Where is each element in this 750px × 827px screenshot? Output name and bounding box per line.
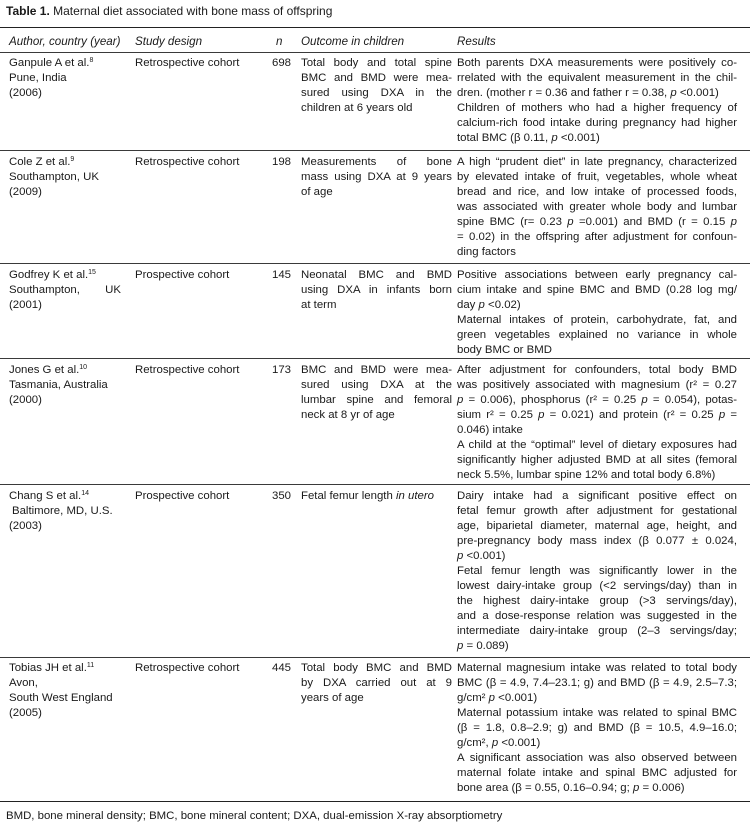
results-cell: Dairy intake had a significant positive effect on fetal femur growth after adjustment for gestational age, biparietal diameter, maternal age, height, and pre-pregnancy body mass index (β 0.077 ± 0.024, p <0.001) Fetal femur length was significantly lower in the lowest dairy-intake group (<2 servings/day) than in the highest dairy-intake group (>3 servings/day), and a dose-response relation was suggested in the intermediate dairy-intake group (2–3 servings/day; p = 0.089) bbox=[457, 490, 737, 652]
reference-number: 10 bbox=[79, 364, 88, 371]
table-footnote: BMD, bone mineral density; BMC, bone mineral content; DXA, dual-emission X-ray absorptiometry bbox=[6, 810, 503, 822]
author-location: Tasmania, Australia bbox=[9, 379, 108, 391]
author-name: Godfrey K et al. bbox=[9, 269, 89, 281]
author-cell bbox=[9, 268, 131, 313]
header-n: n bbox=[276, 35, 283, 48]
row-divider bbox=[0, 263, 750, 264]
header-outcome: Outcome in children bbox=[301, 35, 405, 48]
design-cell: Prospective cohort bbox=[135, 490, 230, 502]
results-cell: A high “prudent diet” in late pregnancy, characterized by elevated intake of fruit, vegetables, whole wheat bread and rice, and low intake of processed foods, was associated with greater whole body and lumbar spine BMC (r= 0.23 p =0.001) and BMD (r = 0.15 p = 0.02) in the offspring after adjustment for confoun- ding factors bbox=[457, 156, 738, 258]
author-name: Ganpule A et al. bbox=[9, 57, 90, 69]
author-cell bbox=[9, 489, 131, 534]
n-cell: 173 bbox=[272, 364, 292, 376]
author-name: Tobias JH et al. bbox=[9, 662, 87, 674]
study-year: (2009) bbox=[9, 186, 42, 198]
header-author: Author, country (year) bbox=[9, 35, 121, 48]
row-divider bbox=[0, 358, 750, 359]
author-location: Baltimore, MD, U.S. bbox=[12, 505, 113, 517]
row-divider bbox=[0, 484, 750, 485]
results-cell: Maternal magnesium intake was related to total body BMC (β = 4.9, 7.4–23.1; g) and BMD (β = 4.9, 2.5–7.3; g/cm² p <0.001) Maternal potassium intake was related to spinal BMC (β = 1.8, 0.8–2.9; g) and BMD (β = 10.5, 4.9–16.0; g/cm², p <0.001) A significant association was also observed between maternal folate intake and spinal BMC adjusted for bone area (β = 0.55, 0.16–0.94; g; p = 0.006) bbox=[457, 662, 737, 794]
design-cell: Prospective cohort bbox=[135, 269, 230, 281]
author-location: Avon, bbox=[9, 677, 38, 689]
design-cell: Retrospective cohort bbox=[135, 662, 240, 674]
n-cell: 350 bbox=[272, 490, 292, 502]
bottom-rule bbox=[0, 801, 750, 802]
top-rule bbox=[0, 27, 750, 28]
author-location: Southampton, UK bbox=[9, 171, 99, 183]
n-cell: 198 bbox=[272, 156, 292, 168]
study-year: (2005) bbox=[9, 707, 42, 719]
n-cell: 445 bbox=[272, 662, 292, 674]
study-year: (2001) bbox=[9, 299, 42, 311]
table-caption-label: Table 1. bbox=[6, 4, 50, 18]
author-cell bbox=[9, 56, 131, 101]
design-cell: Retrospective cohort bbox=[135, 156, 240, 168]
results-cell: Positive associations between early pregnancy cal- cium intake and spine BMC and BMD (0.28 log mg/ day p <0.02) Maternal intakes of protein, carbohydrate, fat, and green vegetables explained no variance in whole body BMC or BMD bbox=[457, 269, 737, 356]
reference-number: 15 bbox=[88, 269, 96, 276]
n-cell: 698 bbox=[272, 57, 292, 69]
outcome-cell: Measurements of bone mass using DXA at 9 years of age bbox=[301, 156, 452, 198]
reference-number: 9 bbox=[70, 156, 75, 163]
reference-number: 8 bbox=[89, 57, 94, 64]
author-cell bbox=[9, 661, 131, 721]
table-caption-text: Maternal diet associated with bone mass of offspring bbox=[53, 4, 333, 18]
author-name: Jones G et al. bbox=[9, 364, 80, 376]
study-year: (2006) bbox=[9, 87, 42, 99]
outcome-cell: Total body BMC and BMD by DXA carried out at 9 years of age bbox=[301, 662, 452, 704]
design-cell: Retrospective cohort bbox=[135, 364, 240, 376]
header-design: Study design bbox=[135, 35, 203, 48]
author-name: Chang S et al. bbox=[9, 490, 82, 502]
reference-number: 14 bbox=[81, 490, 89, 497]
row-divider bbox=[0, 657, 750, 658]
results-cell: After adjustment for confounders, total body BMD was positively associated with magnesium (r² = 0.27 p = 0.006), phosphorus (r² = 0.25 p = 0.054), potas- sium r² = 0.25 p = 0.021) and protein (r² = 0.25 p = 0.046) intake A child at the “optimal” level of dietary exposures had significantly higher adjusted BMD at all sites (femoral neck 5.5%, lumbar spine 12% and total body 6.8%) bbox=[457, 364, 737, 481]
design-cell: Retrospective cohort bbox=[135, 57, 240, 69]
author-location-2: South West England bbox=[9, 692, 113, 704]
outcome-cell: BMC and BMD were mea- sured using DXA at the lumbar spine and femoral neck at 8 yr of age bbox=[301, 364, 452, 421]
author-cell bbox=[9, 155, 131, 200]
study-year: (2000) bbox=[9, 394, 42, 406]
reference-number: 11 bbox=[86, 662, 95, 669]
outcome-cell: Fetal femur length in utero bbox=[301, 490, 434, 502]
author-location: Southampton, UK bbox=[9, 284, 121, 296]
author-location: Pune, India bbox=[9, 72, 67, 84]
outcome-cell: Neonatal BMC and BMD using DXA in infants born at term bbox=[301, 269, 452, 311]
results-cell: Both parents DXA measurements were positively co- rrelated with the equivalent measurement in the chil- dren. (mother r = 0.36 and father r = 0.38, p <0.001) Children of mothers who had a higher frequency of calcium-rich food intake during pregnancy had higher total BMC (β 0.11, p <0.001) bbox=[457, 57, 737, 144]
outcome-cell: Total body and total spine BMC and BMD were mea- sured using DXA in the children at 6 years old bbox=[301, 57, 452, 114]
n-cell: 145 bbox=[272, 269, 292, 281]
row-divider bbox=[0, 150, 750, 151]
header-rule bbox=[0, 52, 750, 53]
author-cell bbox=[9, 363, 131, 408]
author-name: Cole Z et al. bbox=[9, 156, 71, 168]
table-caption bbox=[6, 4, 332, 19]
study-year: (2003) bbox=[9, 520, 42, 532]
header-results: Results bbox=[457, 35, 496, 48]
